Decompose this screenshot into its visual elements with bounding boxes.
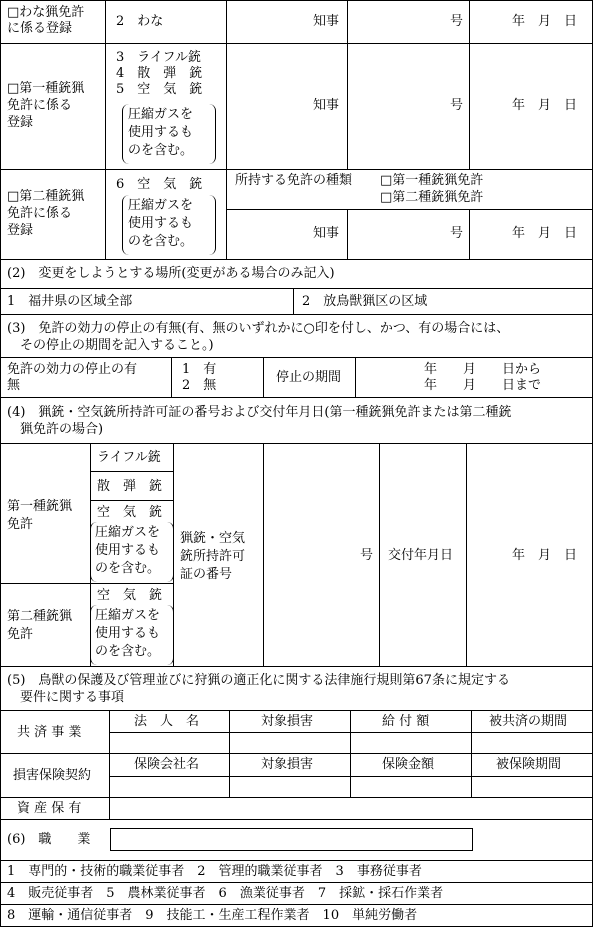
occupation-heading: (6) 職 業 [7,832,91,847]
permit-second-license-label-cell [0,583,91,667]
change-location-option-hunting-area-cell[interactable] [293,288,593,315]
mutual-aid-value-benefit[interactable] [350,732,472,754]
compressed-gas-note: 圧縮ガスを 使用するも のを含む。 [95,525,161,576]
occupation-options-row-3 [0,904,593,927]
occupation-heading-cell [0,819,593,861]
insurance-value-damage[interactable] [229,776,351,798]
mutual-aid-value-period[interactable] [471,732,593,754]
assets-value-cell[interactable] [109,797,593,820]
occupation-options-1: 1 専門的・技術的職業従事者 2 管理的職業従事者 3 事務従事者 [7,864,422,879]
insurance-value-period[interactable] [471,776,593,798]
trap-type: 2 わな [116,14,164,29]
occupation-options-row-2 [0,882,593,905]
requirements-heading: (5) 鳥獣の保護及び管理並びに狩猟の適正化に関する法律施行規則第67条に規定する 要件に関する事項 [7,673,510,705]
second-gun-number-cell[interactable] [347,209,470,260]
trap-date-cell[interactable] [469,0,593,44]
mutual-aid-header-benefit [350,710,472,733]
header-label: 被保険期間 [496,757,562,772]
permit-issue-date: 年 月 日 [512,548,578,563]
permit-second-air-cell [90,583,174,667]
second-gun-registration-label-cell [0,169,106,260]
mutual-aid-header-damage [229,710,351,733]
compressed-gas-note: 圧縮ガスを 使用するも のを含む。 [128,198,194,249]
insurance-header-amount [350,753,472,777]
first-gun-number-suffix: 号 [450,98,464,113]
change-location-option-hunting-area: 2 放鳥獣猟区の区域 [302,294,428,309]
permit-number-value-cell[interactable] [263,443,380,667]
second-gun-chiji: 知事 [313,226,340,241]
permit-shotgun: 散 弾 銃 [97,479,163,494]
first-gun-date: 年 月 日 [512,98,578,113]
change-location-heading: (2) 変更をしようとする場所(変更がある場合のみ記入) [7,266,335,281]
first-gun-registration-label-cell [0,43,106,170]
first-gun-types: 3 ライフル銃 4 散 弾 銃 5 空 気 銃 [116,50,203,97]
permit-issue-label: 交付年月日 [388,548,454,563]
compressed-gas-note: 圧縮ガスを 使用するも のを含む。 [128,107,194,158]
first-gun-date-cell[interactable] [469,43,593,170]
second-gun-date: 年 月 日 [512,226,578,241]
suspension-period-value-cell[interactable] [355,357,593,398]
change-location-option-fukui-cell[interactable] [0,288,294,315]
mutual-aid-header-corporation [109,710,230,733]
suspension-heading-cell [0,314,593,358]
held-license-option-second[interactable]: □第二種銃猟免許 [380,190,484,205]
suspension-period-value: 年 月 日から 年 月 日まで [424,362,542,393]
suspension-period-label: 停止の期間 [276,370,342,385]
first-gun-chiji-cell [226,43,348,170]
held-license-title: 所持する免許の種類 [235,173,353,188]
held-license-option-first[interactable]: □第一種銃猟免許 [380,173,484,188]
occupation-options-2: 4 販売従事者 5 農林業従事者 6 漁業従事者 7 採鉱・採石作業者 [7,886,444,901]
occupation-input[interactable] [110,828,473,851]
trap-registration-label: □わな猟免許 に係る登録 [7,5,85,36]
second-gun-types: 6 空 気 銃 [116,177,203,192]
permit-rifle: ライフル銃 [97,450,161,465]
insurance-header-company [109,753,230,777]
permit-number-suffix: 号 [360,548,374,563]
permit-second-air: 空 気 銃 [97,588,163,603]
occupation-options-row-1 [0,860,593,883]
header-label: 対象損害 [261,714,314,729]
permit-rifle-cell [90,443,174,472]
permit-first-license-label-cell [0,443,91,584]
occupation-options-3: 8 運輸・通信従事者 9 技能工・生産工程作業者 10 単純労働者 [7,908,418,923]
trap-number-cell[interactable] [347,0,470,44]
mutual-aid-header-period [471,710,593,733]
compressed-gas-note: 圧縮ガスを 使用するも のを含む。 [95,608,161,659]
permit-number-label: 猟銃・空気 銃所持許可 証の番号 [180,531,246,582]
header-label: 被共済の期間 [489,714,568,729]
permit-second-license-label: 第二種銃猟 免許 [7,609,73,642]
insurance-label-cell [0,753,110,798]
permit-heading-cell [0,397,593,444]
permit-air-cell [90,500,174,584]
first-gun-number-cell[interactable] [347,43,470,170]
trap-chiji: 知事 [313,14,340,29]
header-label: 保険会社名 [134,757,200,772]
permit-number-label-cell [173,443,264,667]
requirements-heading-cell [0,666,593,711]
permit-shotgun-cell [90,471,174,501]
permit-issue-label-cell [379,443,467,667]
header-label: 保険金額 [382,757,435,772]
suspension-heading: (3) 免許の効力の停止の有無(有、無のいずれかに○印を付し、かつ、有の場合には、 その停止の期間を記入すること。) [7,321,510,353]
trap-registration-label-cell [0,0,106,44]
mutual-aid-label: 共 済 事 業 [17,725,82,740]
insurance-value-company[interactable] [109,776,230,798]
suspension-label-cell [0,357,172,398]
change-location-option-fukui: 1 福井県の区域全部 [7,294,133,309]
second-gun-registration-label: □第二種銃猟 免許に係る 登録 [7,189,85,238]
second-gun-date-cell[interactable] [469,209,593,260]
mutual-aid-value-damage[interactable] [229,732,351,754]
insurance-header-period [471,753,593,777]
mutual-aid-label-cell [0,710,110,754]
permit-first-license-label: 第一種銃猟 免許 [7,499,73,532]
change-location-heading-cell [0,259,593,289]
second-gun-chiji-cell [226,209,348,260]
first-gun-types-cell [105,43,227,170]
assets-label: 資 産 保 有 [17,801,82,816]
insurance-label: 損害保険契約 [13,768,92,783]
permit-air: 空 気 銃 [97,505,163,520]
held-license-cell [226,169,593,210]
header-label: 給 付 額 [382,714,430,729]
mutual-aid-value-corporation[interactable] [109,732,230,754]
suspension-label: 免許の効力の停止の有 無 [7,362,138,393]
trap-number-suffix: 号 [450,14,464,29]
second-gun-types-cell [105,169,227,260]
suspension-choice-cell[interactable] [171,357,264,398]
header-label: 法 人 名 [134,714,200,729]
suspension-choices: 1 有 2 無 [182,362,217,393]
suspension-period-label-cell [263,357,356,398]
first-gun-chiji: 知事 [313,98,340,113]
second-gun-number-suffix: 号 [450,226,464,241]
permit-heading: (4) 猟銃・空気銃所持許可証の番号および交付年月日(第一種銃猟免許または第二種銃 猟免許の場合) [7,405,512,437]
first-gun-registration-label: □第一種銃猟 免許に係る 登録 [7,81,85,130]
header-label: 対象損害 [261,757,314,772]
trap-chiji-cell [226,0,348,44]
trap-date: 年 月 日 [512,14,578,29]
permit-issue-date-cell[interactable] [466,443,593,667]
insurance-header-damage [229,753,351,777]
trap-type-cell [105,0,227,44]
insurance-value-amount[interactable] [350,776,472,798]
assets-label-cell [0,797,110,820]
